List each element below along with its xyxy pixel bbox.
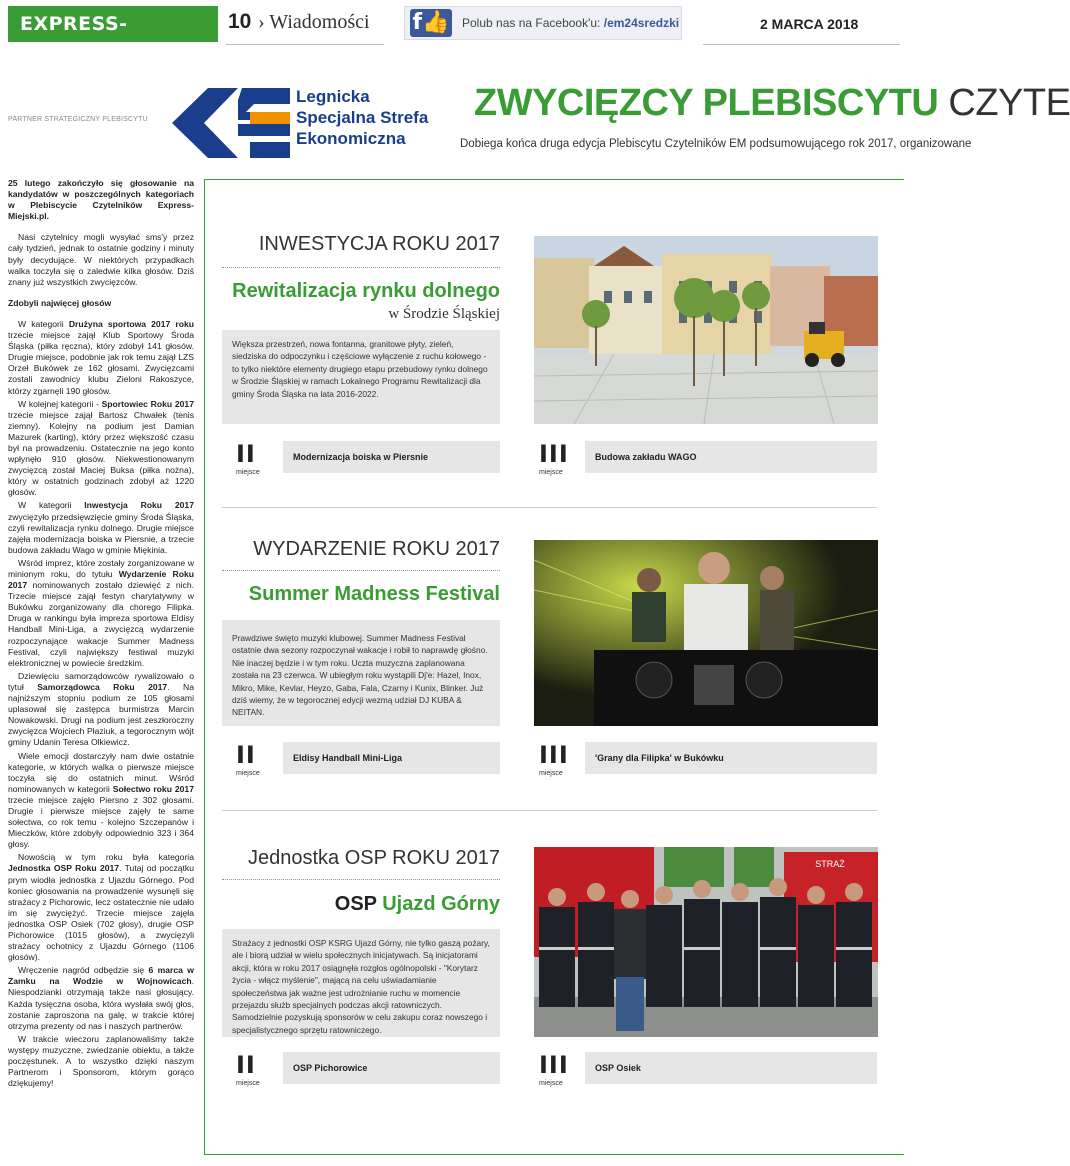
article-paragraph: W trakcie wieczoru zaplanowaliśmy także występy muzyczne, zwiedzanie obiektu, a także poczęstunek. A to wszystko dzięki naszym Partnerom i Sponsorom, którym gorąco dziękujemy! — [8, 1033, 194, 1089]
dotted-divider — [222, 267, 500, 268]
description-investment: Większa przestrzeń, nowa fontanna, granitowe płyty, zieleń, siedziska do odpoczynku i częściowe wyłączenie z ruchu kołowego - to tylko niektóre elementy drugiego etapu przebudowy rynku dolnego w Środzie Śląskiej w ramach Lokalnego Programu Rewitalizacji dla gminy Środa Śląska na lata 2016-2022. — [222, 330, 500, 424]
second-place-investment: Modernizacja boiska w Piersnie — [283, 441, 500, 473]
photo-market-square — [534, 236, 878, 424]
second-place-event: Eldisy Handball Mini-Liga — [283, 742, 500, 774]
winner-event: Summer Madness Festival — [248, 583, 500, 605]
third-place-event: 'Grany dla Filipka' w Bukówku — [585, 742, 877, 774]
rank-label: miejsce — [236, 1080, 260, 1087]
third-place-investment: Budowa zakładu WAGO — [585, 441, 877, 473]
article-paragraph: Wśród imprez, które zostały zorganizowane w minionym roku, do tytułu Wydarzenie Roku 2017 nominowanych zostało dziewięć z nich. Trzecie miejsce zajął festyn charytatywny w Bukówku zorganizowany dla chorego Filipka. Druga w rankingu była impreza sportowa Eldisy Handball Mini-Liga, a zwycięzcą wydarzenie rozpoczynające wakacje Summer Madness Festival, czyli największy festiwal muzyki elektronicznej w powiecie średzkim. — [8, 557, 194, 668]
article-paragraph: Dziewięciu samorządowców rywalizowało o tytuł Samorządowca Roku 2017. Na najniższym stopniu podium ze 105 głosami uplasował się zastępca burmistrza Marcin Nowakowski. Drugi na podium jest zeszłoroczny zwycięzca Wojciech Płaziuk, a tegorocznym wójt gminy Udanin Teresa Olkiewicz. — [8, 670, 194, 748]
rank-third-event: III — [539, 741, 569, 769]
rank-label: miejsce — [236, 469, 260, 476]
dotted-divider — [222, 879, 500, 880]
rank-label: miejsce — [236, 770, 260, 777]
facebook-text: Polub nas na Facebook'u: /em24sredzki — [462, 16, 680, 30]
article-paragraph: Wręczenie nagród odbędzie się 6 marca w Zamku na Wodzie w Wojnowicach. Niespodzianki otrzymają także nasi głosujący. Każda tysięczna osoba, która wysłała swój głos, zostanie zaproszona na galę, w trakcie której otrzyma prezenty od nas i naszych partnerów. — [8, 965, 194, 1031]
lsse-logo-icon — [168, 84, 292, 162]
article-body — [8, 178, 194, 1091]
description-event: Prawdziwe święto muzyki klubowej. Summer Madness Festival ostatnie dwa sezony rozpoczynał wakacje i robił to naprawdę głośno. Nie inaczej będzie i w tym roku. Uczta muzyczna zaplanowana została na 23 czerwca. W ubiegłym roku wystąpili Dj'e: Hazel, Inox, Mikro, Mike, Kevlar, Heyzo, Gaba, Fala, Czarny i Kunix, Blinker. Już dziś wiemy, że w tegorocznej edycji wezmą udział DJ KUBA & NEITAN. — [222, 620, 500, 726]
category-title-event: WYDARZENIE ROKU 2017 — [253, 538, 500, 560]
rank-label: miejsce — [539, 469, 563, 476]
article-paragraph: W kategorii Inwestycja Roku 2017 zwycięzyło przedsięwzięcie gminy Środa Śląska, czyli rewitalizacja rynku dolnego. Drugie miejsce zajęła modernizacja boiska w Piersnie, a trzecie budowa zakładu Wago w gminie Miękinia. — [8, 500, 194, 555]
category-title-investment: INWESTYCJA ROKU 2017 — [258, 233, 500, 255]
dotted-divider — [222, 570, 500, 571]
third-place-fire-brigade: OSP Osiek — [585, 1052, 877, 1084]
article-subheading: Zdobyli najwięcej głosów — [8, 297, 112, 308]
winner-fire-brigade: OSP Ujazd Górny — [334, 893, 500, 915]
article-paragraph: Nasi czytelnicy mogli wysyłać sms'y przez cały tydzień, jednak to ostatnie godziny i minuty były decydujące. W niektórych przypadkach walka toczyła się o zaledwie kilka głosów. Dziś znany już wszystkich zwycięzców. — [8, 232, 194, 287]
header-rule — [226, 44, 384, 45]
partner-label: PARTNER STRATEGICZNY PLEBISCYTU — [8, 116, 148, 123]
rank-second-investment: II — [236, 440, 256, 468]
section-title: › Wiadomości — [258, 11, 370, 33]
description-fire-brigade: Strażacy z jednostki OSP KSRG Ujazd Górny, nie tylko gaszą pożary, ale i biorą udział w wielu społecznych inicjatywach. Są inicjatorami akcji, która w roku 2017 osiągnęła rozgłos ogólnopolski - "Korytarz życia - włącz myślenie", mającą na celu uświadamianie społeczeństwa jak ważne jest udrożnianie ruchu w momencie przejazdu służb specjalnych podczas akcji ratowniczych. Samodzielnie pozyskują sponsorów w celu zakupu coraz nowszego i specjalistycznego sprzętu ratowniczego. — [222, 929, 500, 1037]
facebook-link[interactable]: /em24sredzki — [603, 16, 680, 30]
site-brand[interactable]: EXPRESS-MIEJSKI.PL — [8, 6, 218, 42]
headline-lead: Dobiega końca druga edycja Plebiscytu Czytelników EM podsumowującego rok 2017, organizowane — [460, 138, 972, 150]
winner-investment-sub: w Środzie Śląskiej — [388, 306, 500, 322]
facebook-like-icon: f👍 — [410, 9, 452, 37]
rank-third-fire-brigade: III — [539, 1051, 569, 1079]
winner-investment: Rewitalizacja rynku dolnego — [232, 280, 500, 302]
article-paragraph: Wiele emocji dostarczyły nam dwie ostatnie kategorie, w których walka o pierwsze miejsce toczyła się do ostatnich minut. Wśród nominowanych w kategorii Sołectwo roku 2017 trzecie miejsce zajęło Piersno z 302 głosami. Drugie i pierwsze miejsce zajęły te same sołectwa, co rok temu - kolejno Szczepanów i Mieczków, które zdobyły odpowiednio 323 i 364 głosy. — [8, 750, 194, 850]
second-place-fire-brigade: OSP Pichorowice — [283, 1052, 500, 1084]
rank-third-investment: III — [539, 440, 569, 468]
page-number: 10 — [228, 10, 252, 33]
truck-text: STRAŻ — [815, 859, 845, 869]
article-paragraph: W kolejnej kategorii - Sportowiec Roku 2017 trzecie miejsce zajął Bartosz Chwałek (tenis ziemny). Kolejny na podium jest Damian Mazurek (karting), który przez większość czasu był na prowadzeniu. Ostatecznie na jego konto wpłynęło 910 głosów. Niekwestionowanym zwycięzcą został Maciej Buksa (piłka nożna), który w ostatnich godzinach zdobył aż 1220 głosów. — [8, 398, 194, 498]
category-separator — [222, 810, 877, 811]
header-rule-right — [703, 44, 900, 45]
page-headline: ZWYCIĘZCY PLEBISCYTU CZYTE — [474, 82, 1070, 124]
rank-label: miejsce — [539, 770, 563, 777]
category-separator — [222, 507, 877, 508]
issue-date: 2 MARCA 2018 — [760, 16, 859, 32]
photo-dj-festival — [534, 540, 878, 726]
article-paragraph: Nowością w tym roku była kategoria Jednostka OSP Roku 2017. Tutaj od początku prym wiodła jednostka z Ujazdu Górnego. Pod koniec głosowania na prowadzenie wysunęli się strażacy z Pichorowic, lecz ostatecznie nie udało im się zwyciężyć. Trzecie miejsce zajęła jednostka OSP Osiek (702 głosy), drugie OSP Pichorowice (1015 głosów), a zwycięzyli strażacy ochotnicy z Ujazdu Górnego (1106 głosów). — [8, 852, 194, 963]
article-intro: 25 lutego zakończyło się głosowanie na kandydatów w poszczególnych kategoriach w Plebiscycie Czytelników Express-Miejski.pl. — [8, 178, 194, 222]
rank-label: miejsce — [539, 1080, 563, 1087]
article-paragraph: W kategorii Drużyna sportowa 2017 roku trzecie miejsce zajął Klub Sportowy Środa Śląska (piłka ręczna), który zdobył 141 głosów. Drugie miejsce, podobnie jak rok temu zajął LZS Orzeł Bukówek ze 162 głosami. Zwycięzcami zostali zawodnicy klubu Zieloni Rakoszyce, którzy zgarnęli 190 głosów. — [8, 318, 194, 396]
rank-second-fire-brigade: II — [236, 1051, 256, 1079]
photo-firefighters — [534, 847, 878, 1037]
lsse-logo-text: Legnicka Specjalna Strefa Ekonomiczna — [296, 87, 429, 148]
rank-second-event: II — [236, 741, 256, 769]
category-title-fire-brigade: Jednostka OSP ROKU 2017 — [248, 847, 500, 869]
